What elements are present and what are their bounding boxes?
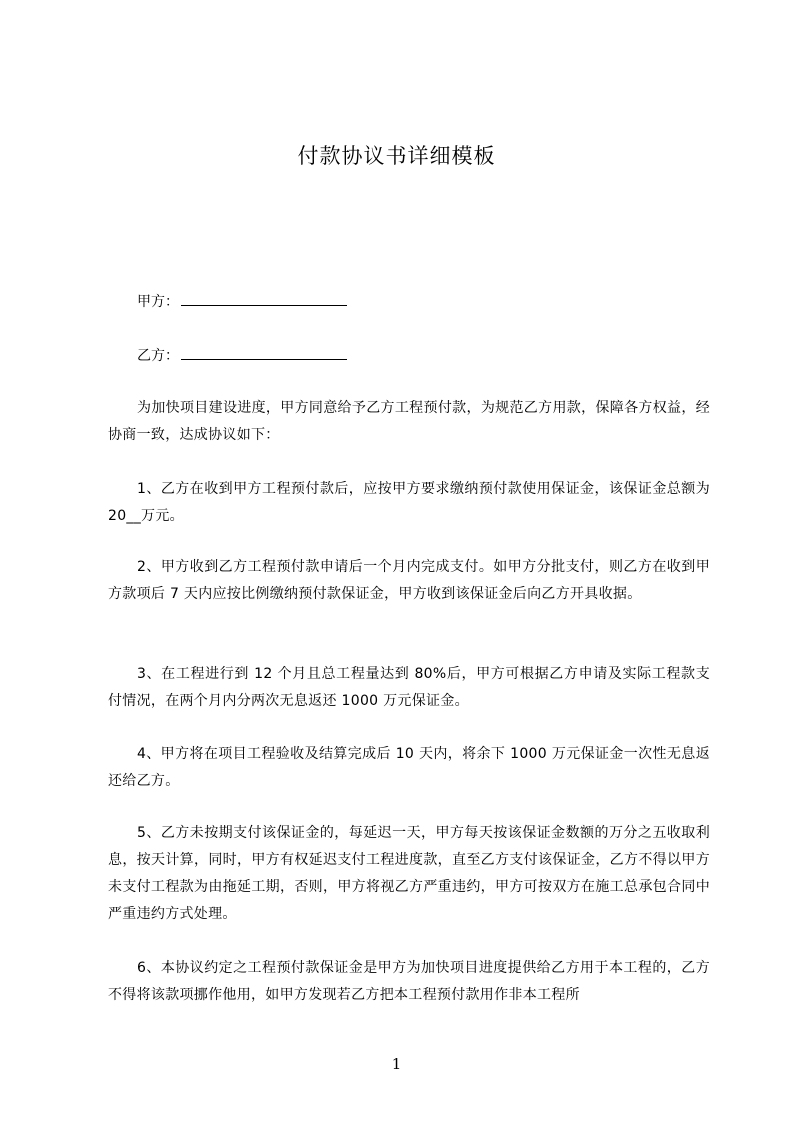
clause-1: 1、乙方在收到甲方工程预付款后，应按甲方要求缴纳预付款使用保证金，该保证金总额为 20__万元。 [108, 481, 710, 524]
party-b-blank [181, 344, 347, 360]
clause-5: 5、乙方未按期支付该保证金的，每延迟一天，甲方每天按该保证金数额的万分之五收取利息，按天计算，同时，甲方有权延迟支付工程进度款，直至乙方支付该保证金，乙方不得以甲方未支付工程款为由拖延工期，否则，甲方将视乙方严重违约，甲方可按双方在施工总承包合同中严重违约方式处理。 [108, 825, 710, 922]
party-a-blank [181, 290, 347, 306]
party-a-line [137, 290, 347, 312]
page-number: 1 [391, 1055, 402, 1073]
clause-6: 6、本协议约定之工程预付款保证金是甲方为加快项目进度提供给乙方用于本工程的，乙方不得将该款项挪作他用，如甲方发现若乙方把本工程预付款用作非本工程所 [108, 960, 710, 1003]
party-b-label: 乙方： [137, 348, 179, 364]
party-b-line [137, 344, 347, 366]
clause-4: 4、甲方将在项目工程验收及结算完成后 10 天内，将余下 1000 万元保证金一次性无息返还给乙方。 [108, 746, 710, 789]
intro-paragraph: 为加快项目建设进度，甲方同意给予乙方工程预付款，为规范乙方用款，保障各方权益，经协商一致，达成协议如下： [108, 400, 710, 443]
document-title: 付款协议书详细模板 [297, 144, 496, 168]
clause-3: 3、在工程进行到 12 个月且总工程量达到 80%后，甲方可根据乙方申请及实际工程款支付情况，在两个月内分两次无息返还 1000 万元保证金。 [108, 666, 710, 709]
party-a-label: 甲方： [137, 294, 179, 310]
clause-2: 2、甲方收到乙方工程预付款申请后一个月内完成支付。如甲方分批支付，则乙方在收到甲方款项后 7 天内应按比例缴纳预付款保证金，甲方收到该保证金后向乙方开具收据。 [108, 559, 710, 602]
